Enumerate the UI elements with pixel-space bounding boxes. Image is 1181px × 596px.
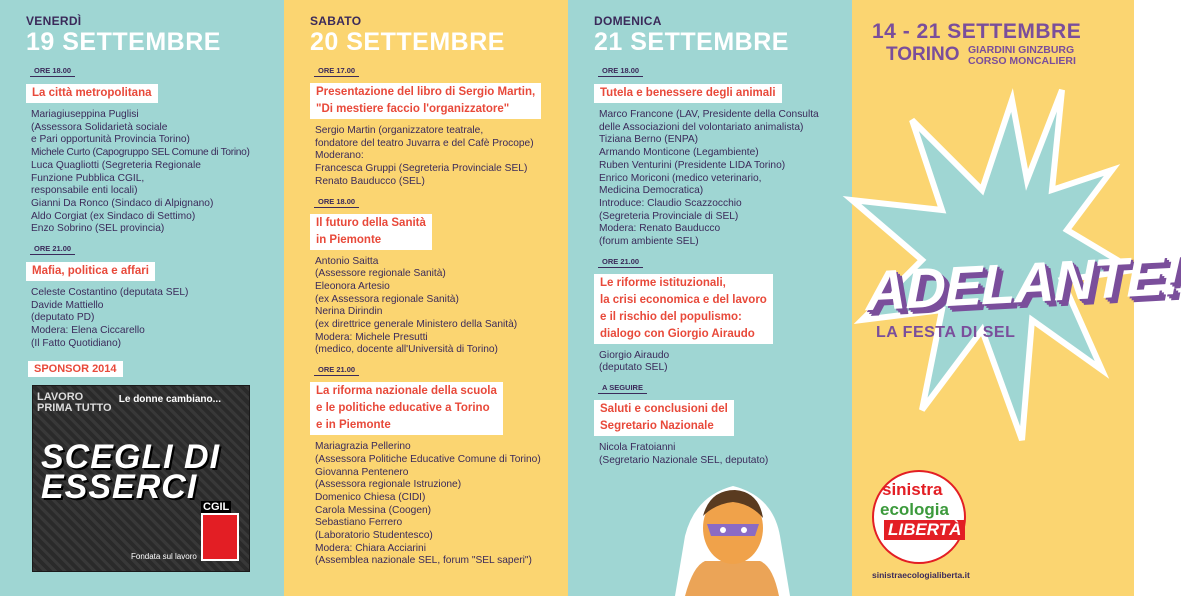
- person-line: Renato Bauducco (SEL): [315, 175, 425, 187]
- logo-word: LIBERTÀ: [884, 520, 965, 540]
- person-line: Aldo Corgiat (ex Sindaco di Settimo): [31, 210, 196, 222]
- event-title: [26, 84, 158, 103]
- event-title: [594, 274, 773, 344]
- person-line: Michele Curto (Capogruppo SEL Comune di Torino): [31, 147, 250, 159]
- event-title: [594, 400, 734, 436]
- event-title: [310, 214, 432, 250]
- festival-dates: 14 - 21 SETTEMBRE: [872, 20, 1082, 43]
- festival-place: [968, 45, 1076, 67]
- festival-subtitle: LA FESTA DI SEL: [876, 324, 1016, 341]
- person-line: (Assessora Solidarietà sociale: [31, 121, 168, 133]
- event-title-line: e in Piemonte: [316, 419, 391, 432]
- event-title-line: La riforma nazionale della scuola: [316, 385, 497, 398]
- event-people: [310, 441, 568, 568]
- person-line: Sebastiano Ferrero: [315, 517, 403, 529]
- event-title-line: Segretario Nazionale: [600, 420, 714, 433]
- sponsor-label: SPONSOR 2014: [28, 361, 123, 377]
- event-people: [310, 256, 568, 358]
- person-line: Giorgio Airaudo: [599, 349, 670, 361]
- person-line: Francesca Gruppi (Segreteria Provinciale SEL): [315, 163, 528, 175]
- person-line: (Segreteria Provinciale di SEL): [599, 210, 739, 222]
- person-line: Davide Mattiello: [31, 299, 104, 311]
- person-line: Mariagiuseppina Puglisi: [31, 109, 139, 120]
- event-block: [310, 359, 568, 568]
- event-title-line: e il rischio del populismo:: [600, 310, 742, 323]
- event-people: [26, 109, 284, 236]
- poster-headline-line: SCEGLI DI: [41, 437, 221, 476]
- person-line: Medicina Democratica): [599, 185, 704, 197]
- person-line: Ruben Venturini (Presidente LIDA Torino): [599, 159, 786, 171]
- event-title-line: dialogo con Giorgio Airaudo: [600, 327, 755, 340]
- person-line: Enzo Sobrino (SEL provincia): [31, 223, 165, 235]
- poster-headline: [41, 437, 221, 506]
- person-line: (Assessora regionale Istruzione): [315, 479, 462, 491]
- person-line: fondatore del teatro Juvarra e del Cafè Procope): [315, 137, 534, 149]
- event-people: [594, 442, 852, 467]
- person-line: (ex Assessora regionale Sanità): [315, 293, 459, 305]
- poster-headline-line: ESSERCI: [41, 467, 198, 506]
- event-block: [310, 191, 568, 358]
- poster-tagline: Fondata sul lavoro: [131, 551, 197, 561]
- person-line: Celeste Costantino (deputata SEL): [31, 287, 189, 299]
- event-title-line: e le politiche educative a Torino: [316, 402, 490, 415]
- event-time: ORE 21.00: [30, 244, 75, 255]
- event-people: [594, 350, 852, 375]
- event-title-line: Il futuro della Sanità: [316, 216, 426, 229]
- day-name: VENERDÌ: [26, 14, 82, 28]
- person-line: Sergio Martin (organizzatore teatrale,: [315, 125, 484, 136]
- person-line: (medico, docente all'Università di Torino): [315, 344, 498, 356]
- event-block: [594, 60, 852, 249]
- person-line: Mariagrazia Pellerino: [315, 441, 411, 453]
- person-line: Modera: Michele Presutti: [315, 331, 428, 343]
- event-title-line: "Di mestiere faccio l'organizzatore": [316, 103, 510, 115]
- person-line: Modera: Chiara Acciarini: [315, 542, 426, 554]
- day-date: 19 SETTEMBRE: [26, 28, 221, 56]
- festival-city: TORINO: [886, 44, 960, 65]
- person-line: (Assessora Politiche Educative Comune di Torino): [315, 453, 541, 465]
- event-time: ORE 18.00: [598, 66, 643, 77]
- column-friday: [0, 0, 284, 596]
- poster-small-left: LAVORO PRIMA TUTTO: [37, 390, 112, 414]
- person-line: (Il Fatto Quotidiano): [31, 337, 122, 349]
- day-date: 20 SETTEMBRE: [310, 28, 505, 56]
- logo-word: sinistra: [882, 480, 943, 499]
- event-people: [26, 287, 284, 351]
- event-title-line: La città metropolitana: [32, 87, 152, 99]
- person-line: Luca Quagliotti (Segreteria Regionale: [31, 159, 201, 171]
- event-block: [594, 251, 852, 375]
- event-block: [594, 377, 852, 467]
- cgil-logo-text: CGIL: [203, 500, 230, 513]
- event-time: ORE 18.00: [314, 197, 359, 208]
- event-title: [310, 382, 503, 435]
- event-title-line: Le riforme istituzionali,: [600, 276, 726, 289]
- event-title-line: Saluti e conclusioni del: [600, 403, 728, 416]
- person-line: Giovanna Pentenero: [315, 466, 409, 478]
- person-line: (Assessore regionale Sanità): [315, 268, 446, 280]
- person-line: Armando Monticone (Legambiente): [599, 147, 759, 159]
- event-time: ORE 21.00: [314, 365, 359, 376]
- person-line: Antonio Saitta: [315, 255, 379, 267]
- person-line: (ex direttrice generale Ministero della Sanità): [315, 319, 518, 331]
- person-line: Introduce: Claudio Scazzocchio: [599, 197, 742, 209]
- poster-small-right: Le donne cambiano...: [118, 393, 221, 405]
- event-title-line: Tutela e benessere degli animali: [600, 87, 776, 99]
- event-block: [26, 60, 284, 236]
- event-time: ORE 17.00: [314, 66, 359, 77]
- cgil-logo: [201, 500, 239, 561]
- day-name: SABATO: [310, 14, 362, 28]
- person-line: (Assemblea nazionale SEL, forum "SEL saperi"): [315, 555, 532, 567]
- portrait-illustration: [655, 476, 810, 596]
- event-title-line: Mafia, politica e affari: [32, 265, 149, 278]
- person-line: Nerina Dirindin: [315, 306, 383, 318]
- person-line: Domenico Chiesa (CIDI): [315, 491, 426, 503]
- person-line: Modera: Renato Bauducco: [599, 223, 721, 235]
- event-block: [26, 238, 284, 351]
- person-line: (Laboratorio Studentesco): [315, 530, 433, 542]
- festival-panel: [852, 0, 1181, 596]
- person-line: (deputato PD): [31, 312, 95, 324]
- person-line: Nicola Fratoianni: [599, 442, 676, 454]
- person-line: Funzione Pubblica CGIL,: [31, 172, 145, 184]
- person-line: Modera: Elena Ciccarello: [31, 325, 145, 337]
- event-title: [310, 83, 541, 119]
- logo-word: ecologia: [880, 500, 949, 519]
- event-title-line: in Piemonte: [316, 233, 382, 246]
- sponsor-poster: [32, 385, 250, 572]
- event-people: [594, 109, 852, 249]
- event-people: [310, 125, 568, 189]
- event-title: [26, 262, 155, 281]
- person-line: Enrico Moriconi (medico veterinario,: [599, 172, 762, 184]
- person-line: (Segretario Nazionale SEL, deputato): [599, 454, 769, 466]
- person-line: delle Associazioni del volontariato animalista): [599, 121, 804, 133]
- event-time: ORE 18.00: [30, 66, 75, 77]
- person-line: Eleonora Artesio: [315, 280, 390, 292]
- person-line: e Pari opportunità Provincia Torino): [31, 134, 190, 146]
- person-line: Gianni Da Ronco (Sindaco di Alpignano): [31, 197, 214, 209]
- event-title-line: la crisi economica e del lavoro: [600, 293, 767, 306]
- event-time: ORE 21.00: [598, 257, 643, 268]
- festival-name: ADELANTE!: [866, 242, 1181, 323]
- website-link[interactable]: sinistraecologialiberta.it: [872, 570, 970, 580]
- event-title-line: Presentazione del libro di Sergio Martin,: [316, 86, 536, 98]
- person-line: responsabile enti locali): [31, 185, 138, 197]
- person-line: Marco Francone (LAV, Presidente della Consulta: [599, 109, 819, 120]
- person-line: (deputato SEL): [599, 362, 668, 374]
- event-block: [310, 60, 568, 189]
- day-date: 21 SETTEMBRE: [594, 28, 789, 56]
- place-line: CORSO MONCALIERI: [968, 55, 1076, 67]
- person-line: (forum ambiente SEL): [599, 236, 699, 248]
- column-saturday: [284, 0, 568, 596]
- event-time: A SEGUIRE: [598, 383, 647, 394]
- person-line: Tiziana Berno (ENPA): [599, 134, 699, 146]
- sel-logo: [872, 470, 966, 564]
- place-line: GIARDINI GINZBURG: [968, 44, 1075, 56]
- event-title: [594, 84, 782, 103]
- person-line: Moderano:: [315, 150, 364, 162]
- day-name: DOMENICA: [594, 14, 662, 28]
- person-line: Carola Messina (Coogen): [315, 504, 432, 516]
